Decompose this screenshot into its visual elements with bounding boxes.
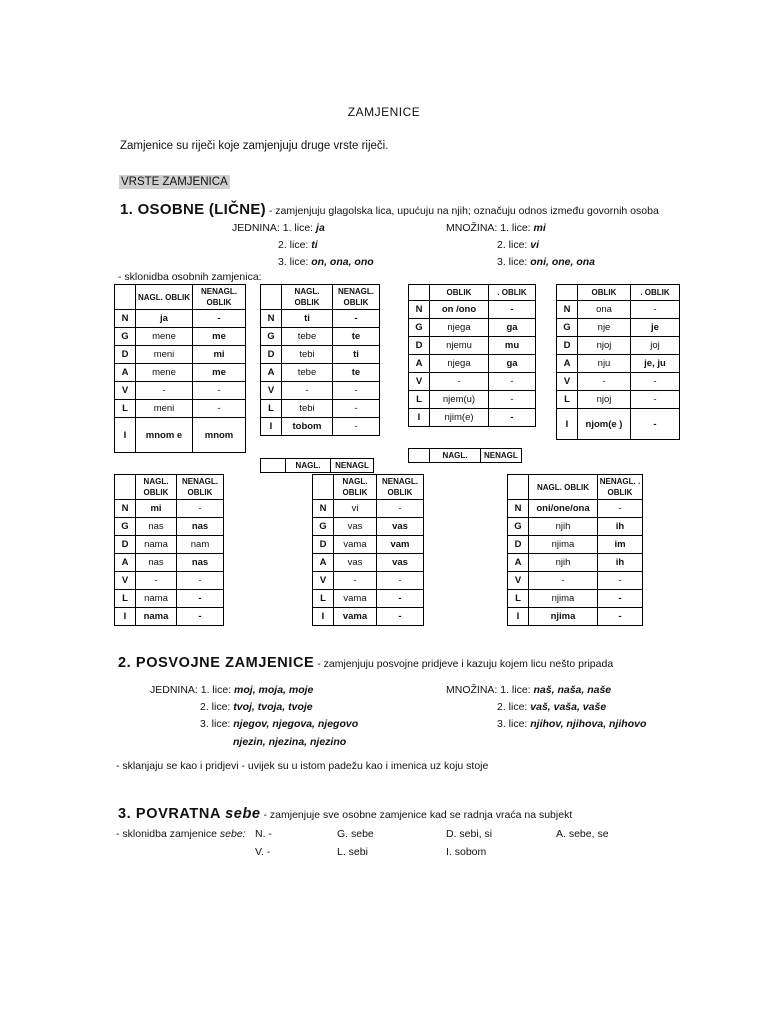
s2-mnozina-1: MNOŽINA: 1. lice: naš, naša, naše [446,684,612,696]
cell: mene [136,364,193,382]
section-3-heading: 3. POVRATNA sebe - zamjenjuje sve osobne zamjenice kad se radnja vraća na subjekt [118,806,573,822]
cell: njima [529,536,598,554]
case-cell: A [557,355,578,373]
cell: - [377,572,424,590]
cell: njima [529,608,598,626]
cell: njoj [578,337,631,355]
intro-text: Zamjenice su riječi koje zamjenjuju druge vrste riječi. [120,140,389,152]
s1-mnozina-3: 3. lice: oni, one, ona [497,256,596,268]
cell: ga [489,319,536,337]
case-cell: L [115,400,136,418]
case-cell: G [508,518,529,536]
cell: - [598,572,643,590]
cell: - [333,418,380,436]
header-oblik-2: . OBLIK [631,285,680,301]
section-label: VRSTE ZAMJENICA [121,176,228,188]
header-nenagl: NENAGL [331,459,374,473]
header-nagl: NAGL. OBLIK [529,475,598,500]
cell: meni [136,346,193,364]
table-mi [114,474,224,626]
cell: tebi [282,346,333,364]
s2-mnozina-2: 2. lice: vaš, vaša, vaše [497,701,607,713]
cell: - [193,400,246,418]
case-cell: N [557,301,578,319]
case-cell: N [409,301,430,319]
cell: nama [136,608,177,626]
cell: ga [489,355,536,373]
cell: nam [177,536,224,554]
header-nagl: NAGL. OBLIK [282,285,333,310]
cell: - [177,572,224,590]
s3-i: I. sobom [446,846,487,858]
cell: nama [136,536,177,554]
case-cell: V [115,572,136,590]
cell: - [177,500,224,518]
cell: nas [136,554,177,572]
cell: oni/one/ona [529,500,598,518]
cell: vas [334,554,377,572]
cell: - [136,382,193,400]
cell: - [631,301,680,319]
cell: te [333,364,380,382]
cell: - [333,382,380,400]
cell: - [489,301,536,319]
cell: vi [334,500,377,518]
cell: - [282,382,333,400]
cell: vama [334,590,377,608]
cell: - [489,409,536,427]
cell: - [489,373,536,391]
s2-note: - sklanjaju se kao i pridjevi - uvijek su u istom padežu kao i imenica uz koju stoje [116,760,489,772]
cell: - [631,391,680,409]
cell: ona [578,301,631,319]
cell: tobom [282,418,333,436]
case-cell: I [115,418,136,453]
case-cell: N [313,500,334,518]
case-cell: V [115,382,136,400]
cell: mnom [193,418,246,453]
cell: - [333,310,380,328]
cell: njem(u) [430,391,489,409]
case-cell: G [313,518,334,536]
cell: - [598,500,643,518]
cell: je [631,319,680,337]
cell: ih [598,518,643,536]
cell: njih [529,518,598,536]
cell: vas [377,554,424,572]
s3-a: A. sebe, se [556,828,609,840]
s2-jednina-3: 3. lice: njegov, njegova, njegovo [200,718,359,730]
table-oni [507,474,643,626]
cell: me [193,364,246,382]
cell: te [333,328,380,346]
table-vi [312,474,424,626]
case-cell: I [313,608,334,626]
case-cell: I [115,608,136,626]
table-on [408,284,536,427]
case-cell: V [313,572,334,590]
header-nagl: NAGL. OBLIK [334,475,377,500]
case-cell: D [115,346,136,364]
cell: tebi [282,400,333,418]
case-cell: D [115,536,136,554]
cell: je, ju [631,355,680,373]
cell: njega [430,319,489,337]
s2-jednina-2: 2. lice: tvoj, tvoja, tvoje [200,701,313,713]
s3-g: G. sebe [337,828,374,840]
cell: on /ono [430,301,489,319]
cell: - [136,572,177,590]
cell: - [377,608,424,626]
case-cell: A [409,355,430,373]
cell: vam [377,536,424,554]
case-cell: G [115,518,136,536]
cell: nje [578,319,631,337]
cell: - [598,590,643,608]
case-cell: L [508,590,529,608]
header-strip-2 [408,448,522,463]
cell: tebe [282,364,333,382]
case-cell: A [261,364,282,382]
header-oblik-2: . OBLIK [489,285,536,301]
header-oblik: OBLIK [430,285,489,301]
cell: - [430,373,489,391]
cell: - [177,608,224,626]
s1-mnozina-1: MNOŽINA: 1. lice: mi [446,222,546,234]
case-cell: G [557,319,578,337]
s1-mnozina-2: 2. lice: vi [497,239,540,251]
case-cell: D [261,346,282,364]
s3-n: N. - [255,828,272,840]
header-nagl: NAGL. OBLIK [136,285,193,310]
cell: - [193,382,246,400]
case-cell: A [115,554,136,572]
s2-mnozina-3: 3. lice: njihov, njihova, njihovo [497,718,647,730]
cell: nas [177,554,224,572]
cell: ti [333,346,380,364]
cell: - [333,400,380,418]
case-cell: L [115,590,136,608]
cell: ih [598,554,643,572]
case-cell: G [409,319,430,337]
cell: mene [136,328,193,346]
cell: - [529,572,598,590]
cell: njemu [430,337,489,355]
case-cell: L [409,391,430,409]
s3-l: L. sebi [337,846,368,858]
s1-jednina-2: 2. lice: ti [278,239,318,251]
cell: njoj [578,391,631,409]
header-strip-1 [260,458,374,473]
s2-jednina-3b: njezin, njezina, njezino [233,736,347,748]
cell: mi [193,346,246,364]
case-cell: G [261,328,282,346]
case-cell: G [115,328,136,346]
s3-sklonidba-label: - sklonidba zamjenice sebe: [116,828,246,840]
section-1-heading: 1. OSOBNE (LIČNE) - zamjenjuju glagolska lica, upućuju na njih; označuju odnos između govornih osoba [120,201,659,218]
cell: tebe [282,328,333,346]
case-cell: V [261,382,282,400]
cell: njom(e ) [578,409,631,440]
case-cell: A [313,554,334,572]
cell: vas [334,518,377,536]
case-cell: D [557,337,578,355]
cell: - [578,373,631,391]
cell: - [598,608,643,626]
header-nenagl: NENAGL. OBLIK [177,475,224,500]
case-cell: D [409,337,430,355]
cell: im [598,536,643,554]
cell: - [177,590,224,608]
cell: nama [136,590,177,608]
case-cell: N [115,310,136,328]
case-cell: I [508,608,529,626]
header-nenagl: NENAGL. OBLIK [333,285,380,310]
header-oblik: OBLIK [578,285,631,301]
s3-d: D. sebi, si [446,828,493,840]
case-cell: N [508,500,529,518]
header-nagl: NAGL. OBLIK [136,475,177,500]
case-cell: A [508,554,529,572]
cell: mu [489,337,536,355]
cell: - [334,572,377,590]
case-cell: D [313,536,334,554]
case-cell: V [508,572,529,590]
case-cell: L [557,391,578,409]
header-nenagl: NENAGL. OBLIK [193,285,246,310]
case-cell: N [261,310,282,328]
cell: nju [578,355,631,373]
table-ja [114,284,246,453]
case-cell: I [409,409,430,427]
case-cell: V [557,373,578,391]
page-title: ZAMJENICE [347,105,421,119]
s1-jednina-3: 3. lice: on, ona, ono [278,256,374,268]
table-ona [556,284,680,440]
cell: me [193,328,246,346]
cell: vama [334,536,377,554]
s1-sklonidba-note: - sklonidba osobnih zamjenica: [118,271,262,283]
cell: nas [136,518,177,536]
s3-v: V. - [255,846,271,858]
table-ti [260,284,380,436]
cell: nas [177,518,224,536]
cell: meni [136,400,193,418]
cell: - [377,500,424,518]
cell: - [631,409,680,440]
case-cell: D [508,536,529,554]
cell: - [631,373,680,391]
cell: joj [631,337,680,355]
case-cell: L [313,590,334,608]
cell: ti [282,310,333,328]
header-nenagl: NENAGL. OBLIK [377,475,424,500]
cell: mnom e [136,418,193,453]
cell: ja [136,310,193,328]
cell: - [489,391,536,409]
cell: njega [430,355,489,373]
cell: - [377,590,424,608]
case-cell: I [557,409,578,440]
cell: vas [377,518,424,536]
case-cell: L [261,400,282,418]
header-nagl: NAGL. [286,459,331,473]
cell: njim(e) [430,409,489,427]
section-2-heading: 2. POSVOJNE ZAMJENICE - zamjenjuju posvojne pridjeve i kazuju kojem licu nešto pripada [118,655,614,671]
header-nenagl: NENAGL [481,449,522,463]
case-cell: V [409,373,430,391]
s1-jednina-1: JEDNINA: 1. lice: ja [232,222,325,234]
cell: - [193,310,246,328]
header-nagl: NAGL. [430,449,481,463]
case-cell: N [115,500,136,518]
header-nenagl: NENAGL. . OBLIK [598,475,643,500]
case-cell: I [261,418,282,436]
cell: njih [529,554,598,572]
s2-jednina-1: JEDNINA: 1. lice: moj, moja, moje [150,684,314,696]
case-cell: A [115,364,136,382]
cell: vama [334,608,377,626]
cell: njima [529,590,598,608]
cell: mi [136,500,177,518]
